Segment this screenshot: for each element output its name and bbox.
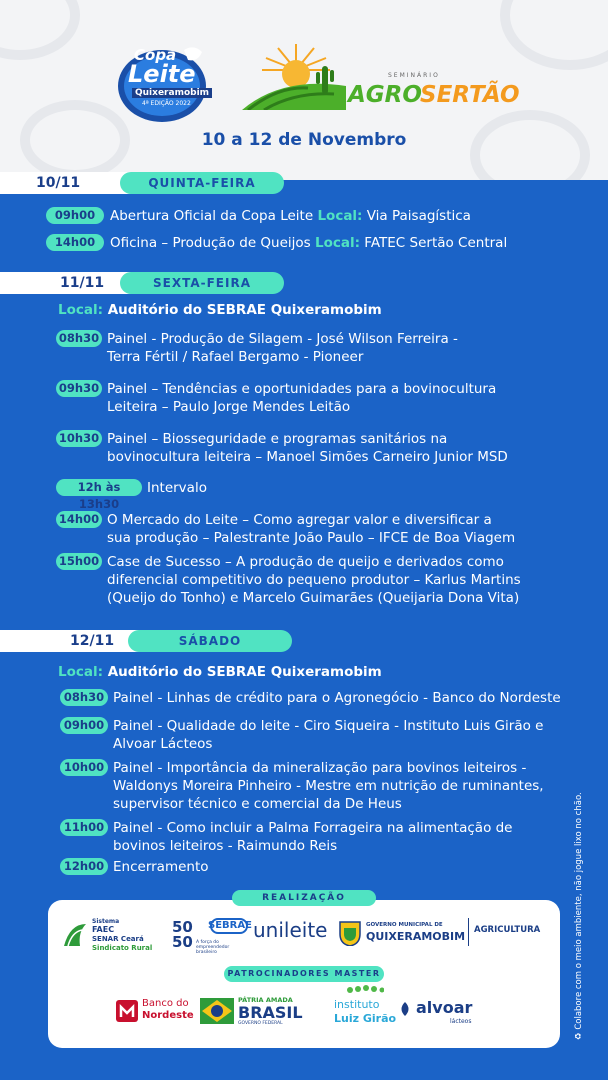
- event-text: Case de Sucesso – A produção de queijo e derivados como diferencial competitivo do pequeno produtor – Karlus Martins (Queijo do Tonho) e Marcelo Guimarães (Queijaria Dona Vita): [107, 554, 521, 606]
- event-text: Encerramento: [113, 859, 209, 875]
- time-badge: 09h00: [60, 717, 108, 734]
- day-location: Local: Auditório do SEBRAE Quixeramobim: [58, 664, 382, 680]
- day-header-12-11: [0, 630, 292, 652]
- sebrae-name: SEBRAE: [208, 920, 252, 931]
- copa-logo-edition: 4ª EDIÇÃO 2022: [142, 100, 191, 107]
- event-text: Painel - Como incluir a Palma Forrageira na alimentação de bovinos leiteiros - Raimundo Reis: [113, 820, 513, 854]
- event-text: Oficina – Produção de Queijos Local: FATEC Sertão Central: [110, 235, 508, 251]
- event-text: Painel - Importância da mineralização para bovinos leiteiros - Waldonys Moreira Pinheiro - Mestre em nutrição de ruminantes, supervisor técnico e comercial da De Heus: [113, 760, 544, 812]
- time-badge: 10h00: [60, 759, 108, 776]
- recycle-icon: ♻: [574, 1032, 584, 1040]
- time-badge: 11h00: [60, 819, 108, 836]
- quixeramobim-top: GOVERNO MUNICIPAL DE: [366, 922, 443, 928]
- day-date: 12/11: [0, 630, 178, 652]
- sebrae-tagline: A força do empreendedor brasileiro: [196, 940, 230, 955]
- background-pattern: [500, 0, 608, 70]
- faec-line4: Sindicato Rural: [92, 944, 153, 952]
- agro-logo-agro: AGRO: [348, 82, 422, 108]
- event-dates: 10 a 12 de Novembro: [201, 130, 407, 150]
- sebrae-logo: [174, 918, 252, 955]
- event-text: O Mercado do Leite – Como agregar valor e diversificar a sua produção – Palestrante João Paulo – IFCE de Boa Viagem: [107, 512, 516, 546]
- bnb-line2: Nordeste: [142, 1010, 194, 1021]
- event-text: Intervalo: [147, 480, 207, 496]
- realizacao-label: REALIZAÇÃO: [232, 890, 376, 906]
- agricultura-logo: AGRICULTURA: [474, 925, 541, 935]
- event-text: Abertura Oficial da Copa Leite Local: Via Paisagística: [110, 208, 471, 224]
- event-text: Painel - Produção de Silagem - José Wilson Ferreira - Terra Fértil / Rafael Bergamo - Pioneer: [107, 331, 458, 365]
- faec-senar-logo: [62, 918, 172, 954]
- unileite-logo: unileite: [253, 918, 328, 942]
- bnb-line1: Banco do: [142, 998, 189, 1009]
- day-date: 11/11: [0, 272, 170, 294]
- alvoar-name: alvoar: [416, 998, 473, 1017]
- instituto-luiz-girao-logo: [328, 984, 400, 1030]
- quixeramobim-logo: [338, 918, 466, 948]
- time-badge: 08h30: [60, 689, 108, 706]
- background-pattern: [0, 0, 80, 60]
- quixeramobim-name: QUIXERAMOBIM: [366, 930, 466, 943]
- agro-logo-sertao: SERTÃO: [420, 82, 520, 108]
- alvoar-logo: [398, 998, 498, 1030]
- banco-do-nordeste-logo: [116, 996, 196, 1026]
- time-badge: 12h às 13h30: [56, 479, 142, 496]
- day-header-11-11: [0, 272, 284, 294]
- agro-logo-seminario: SEMINÁRIO: [388, 72, 440, 79]
- time-badge: 10h30: [56, 430, 102, 447]
- day-weekday: SEXTA-FEIRA: [120, 272, 284, 294]
- alvoar-tagline: lácteos: [450, 1018, 472, 1025]
- event-text: Painel – Biosseguridade e programas sanitários na bovinocultura leiteira – Manoel Simões Carneiro Junior MSD: [107, 431, 508, 465]
- day-weekday: QUINTA-FEIRA: [120, 172, 284, 194]
- event-text: Painel - Linhas de crédito para o Agronegócio - Banco do Nordeste: [113, 690, 561, 706]
- copa-leite-logo: [114, 40, 210, 124]
- time-badge: 12h00: [60, 858, 108, 875]
- time-badge: 15h00: [56, 553, 102, 570]
- luiz-line1: instituto: [334, 998, 380, 1011]
- header: [0, 0, 608, 180]
- faec-line2: FAEC: [92, 925, 115, 934]
- event-text: Painel – Tendências e oportunidades para a bovinocultura Leiteira – Paulo Jorge Mendes Leitão: [107, 381, 497, 415]
- brasil-line2: BRASIL: [238, 1003, 303, 1022]
- day-weekday: SÁBADO: [128, 630, 292, 652]
- day-date: 10/11: [0, 172, 170, 194]
- faec-line3: SENAR Ceará: [92, 935, 144, 943]
- time-badge: 14h00: [46, 234, 104, 251]
- governo-federal-logo: [200, 996, 320, 1026]
- brasil-line3: GOVERNO FEDERAL: [238, 1021, 283, 1026]
- agro-sertao-logo: [238, 40, 520, 120]
- event-text: Painel - Qualidade do leite - Ciro Siqueira - Instituto Luis Girão e Alvoar Lácteos: [113, 718, 544, 752]
- copa-logo-line1: Copa: [134, 46, 177, 64]
- time-badge: 09h30: [56, 380, 102, 397]
- time-badge: 09h00: [46, 207, 104, 224]
- environment-note: ♻ Colabore com o meio ambiente, não jogue lixo no chão.: [574, 792, 584, 1040]
- time-badge: 08h30: [56, 330, 102, 347]
- copa-logo-city: Quixeramobim: [132, 88, 212, 98]
- day-location: Local: Auditório do SEBRAE Quixeramobim: [58, 302, 382, 318]
- fifty-top: 50: [172, 918, 193, 936]
- copa-logo-line2: Leite: [128, 60, 196, 88]
- brasil-line1: PÁTRIA AMADA: [238, 996, 293, 1004]
- fifty-bottom: 50: [172, 933, 193, 951]
- luiz-line2: Luiz Girão: [334, 1012, 397, 1025]
- patrocinadores-label: PATROCINADORES MASTER: [224, 966, 384, 982]
- time-badge: 14h00: [56, 511, 102, 528]
- faec-line1: Sistema: [92, 918, 120, 925]
- day-header-10-11: [0, 172, 284, 194]
